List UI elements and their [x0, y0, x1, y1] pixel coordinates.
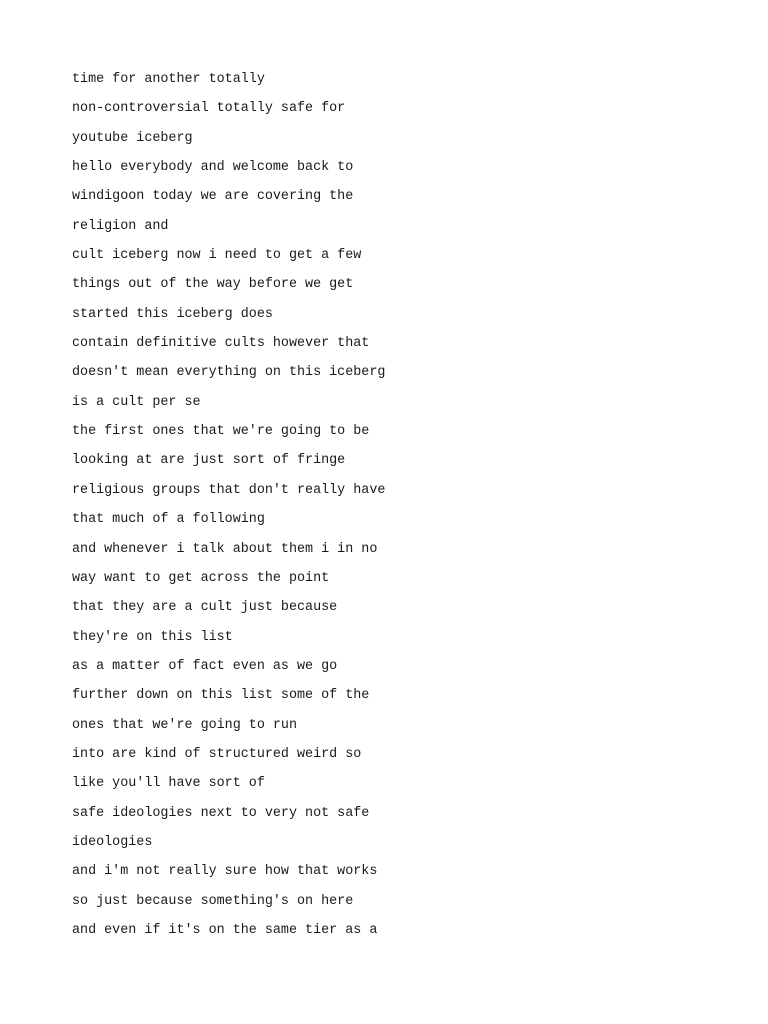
text-line: religious groups that don't really have: [72, 482, 386, 498]
text-line: like you'll have sort of: [72, 776, 265, 792]
text-line: things out of the way before we get: [72, 277, 354, 293]
text-line: is a cult per se: [72, 394, 201, 410]
text-line: and i'm not really sure how that works: [72, 864, 378, 880]
text-line: ideologies: [72, 834, 153, 850]
text-line: the first ones that we're going to be: [72, 424, 370, 440]
text-line: that they are a cult just because: [72, 600, 338, 616]
text-line: ones that we're going to run: [72, 717, 297, 733]
text-line: cult iceberg now i need to get a few: [72, 248, 362, 264]
text-line: safe ideologies next to very not safe: [72, 805, 370, 821]
text-line: hello everybody and welcome back to: [72, 160, 354, 176]
transcript-text: [72, 70, 385, 950]
text-line: and even if it's on the same tier as a: [72, 922, 378, 938]
text-line: non-controversial totally safe for: [72, 101, 346, 117]
text-line: contain definitive cults however that: [72, 336, 370, 352]
text-line: that much of a following: [72, 512, 265, 528]
text-line: youtube iceberg: [72, 130, 193, 146]
text-line: windigoon today we are covering the: [72, 189, 354, 205]
text-line: looking at are just sort of fringe: [72, 453, 346, 469]
text-line: time for another totally: [72, 72, 265, 87]
text-line: doesn't mean everything on this iceberg: [72, 365, 386, 381]
text-line: so just because something's on here: [72, 893, 354, 909]
text-line: further down on this list some of the: [72, 688, 370, 704]
text-line: they're on this list: [72, 629, 233, 645]
text-line: into are kind of structured weird so: [72, 746, 362, 762]
text-line: and whenever i talk about them i in no: [72, 541, 378, 557]
text-line: started this iceberg does: [72, 306, 273, 322]
text-line: way want to get across the point: [72, 570, 330, 586]
text-line: religion and: [72, 218, 169, 234]
text-line: as a matter of fact even as we go: [72, 658, 338, 674]
